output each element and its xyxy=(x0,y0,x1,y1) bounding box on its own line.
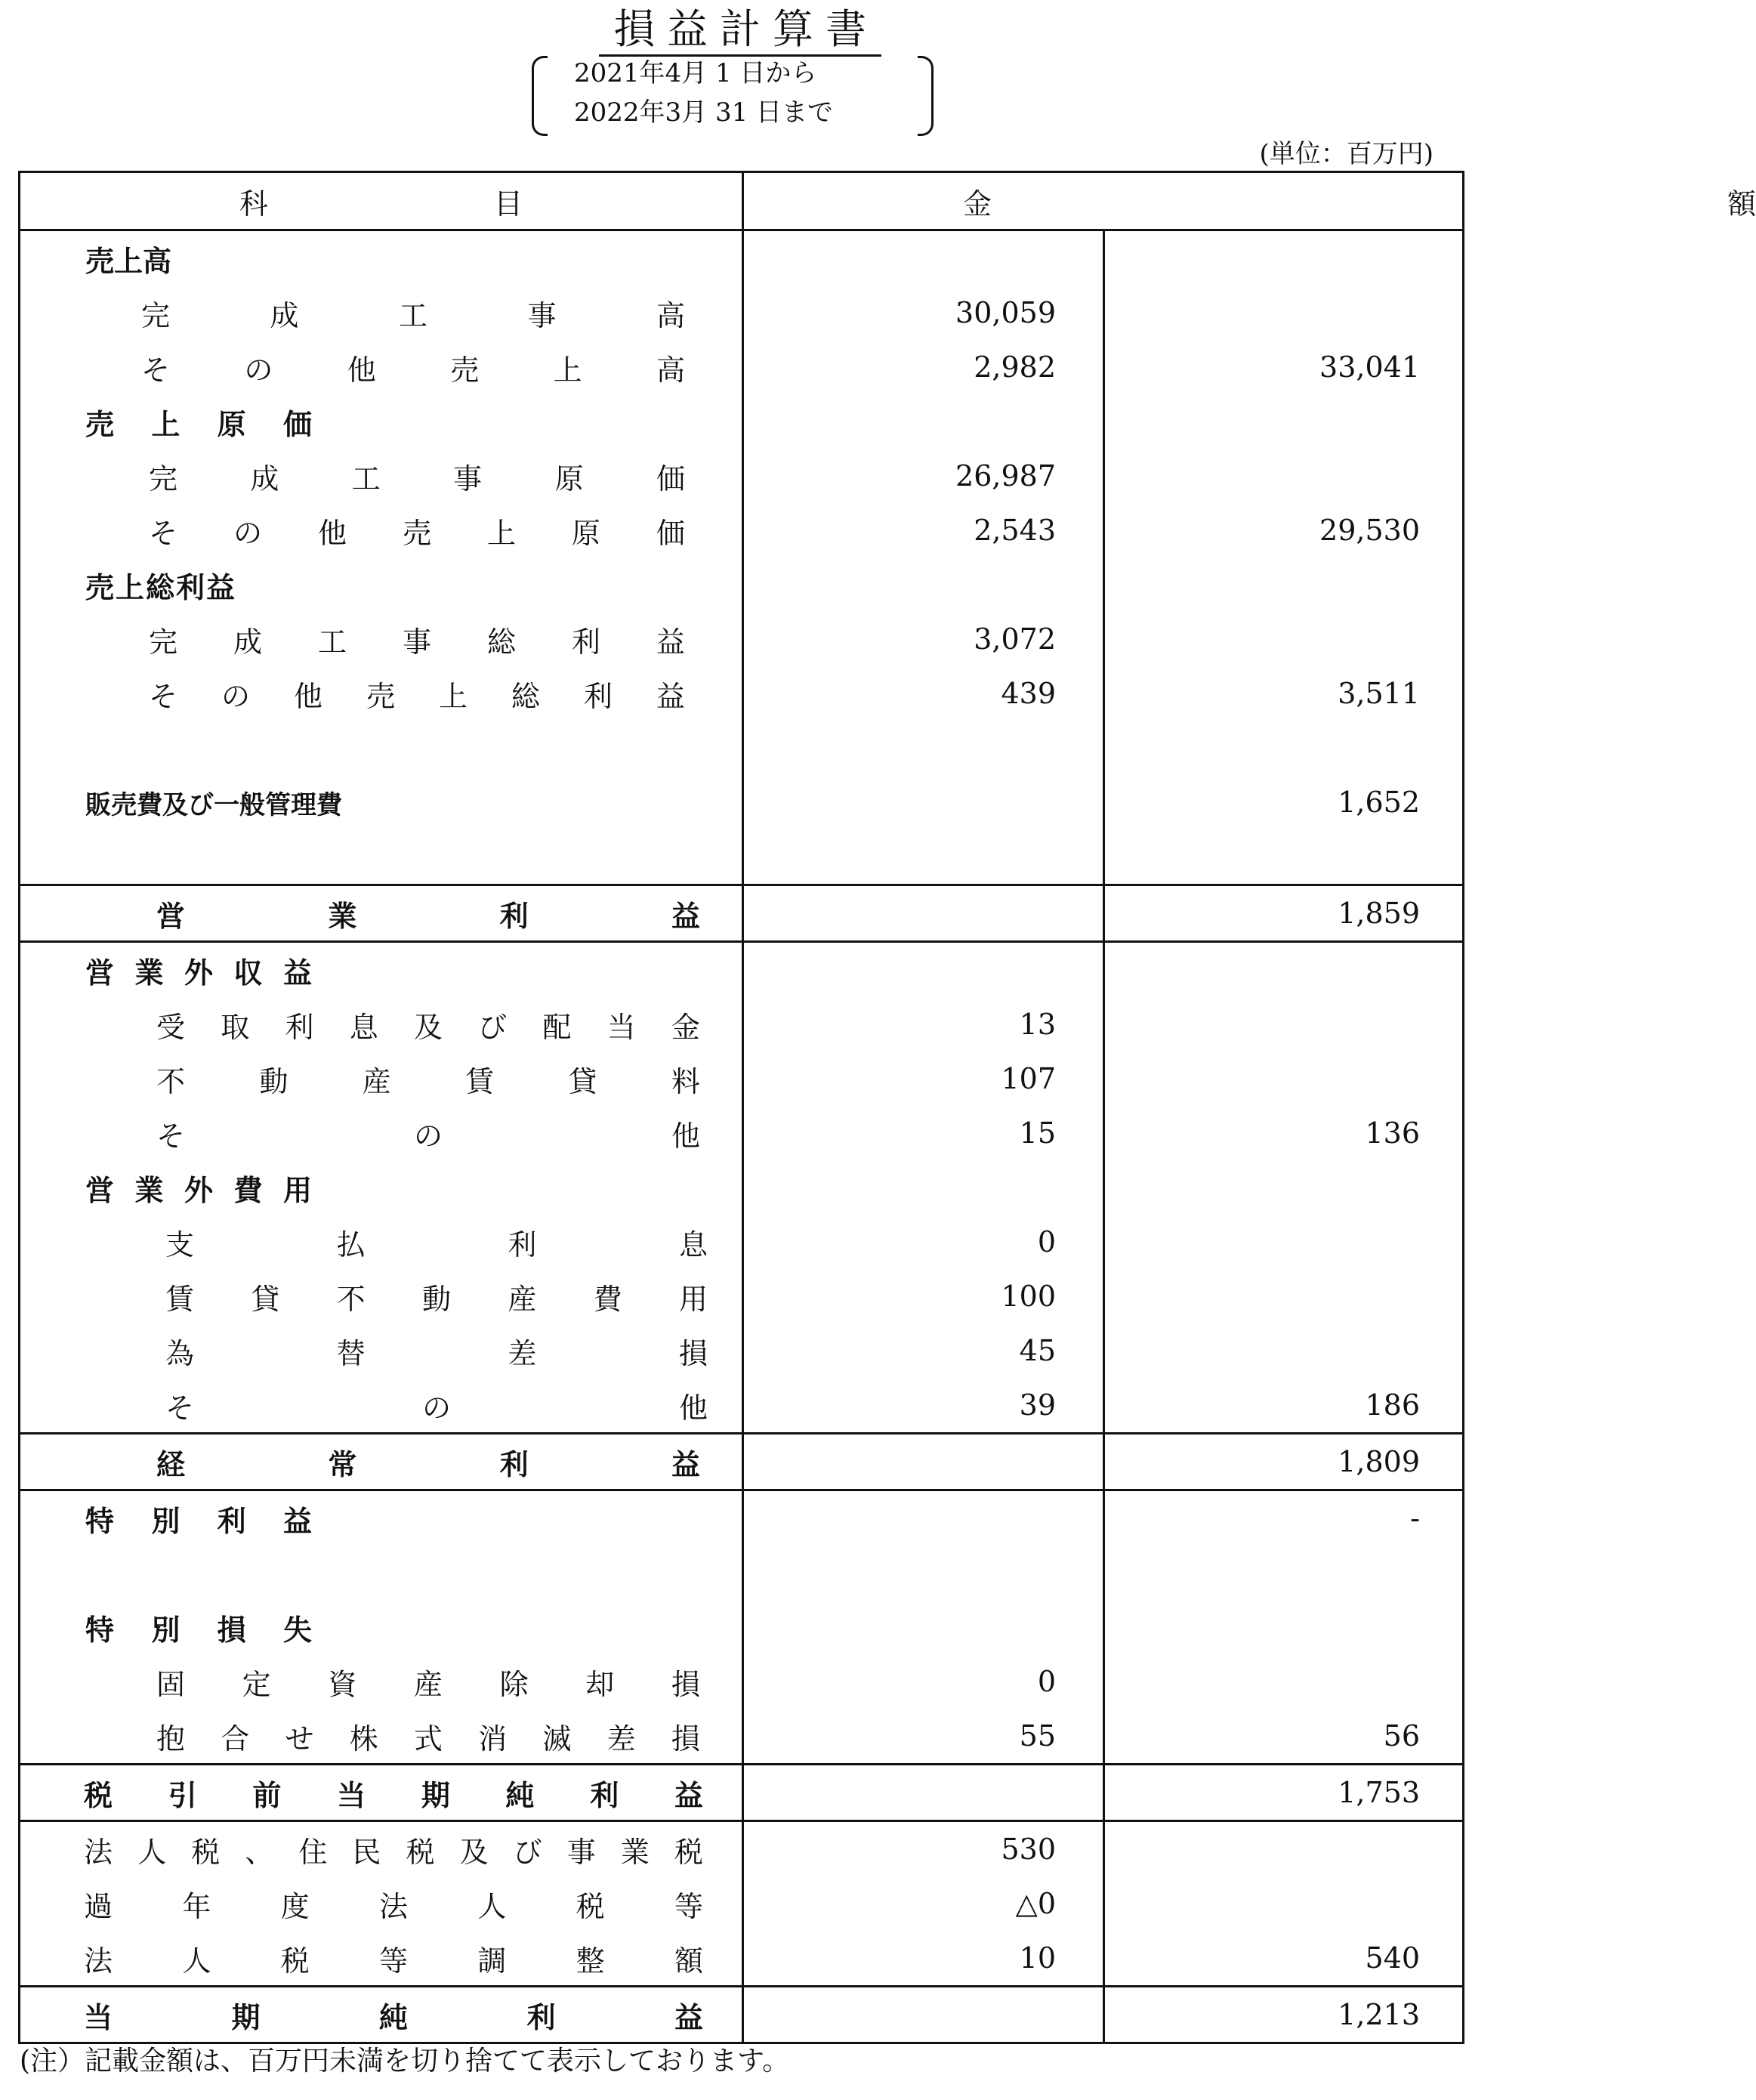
spaced-label: 完 成 工 事 総 利 益 xyxy=(149,625,685,659)
period-from: 2021年4月 1 日から xyxy=(574,58,817,88)
page-title: 損益計算書 xyxy=(0,3,1480,56)
table-row: 売上総利益 xyxy=(20,557,1464,612)
table-row: そ の 他 売 上 原 価 2,543 29,530 xyxy=(20,503,1464,557)
table-row: そ の 他 15 136 xyxy=(20,1106,1464,1160)
header-amount-b: 額 xyxy=(1727,187,1756,221)
table-row: 為 替 差 損 45 xyxy=(20,1323,1464,1378)
table-row xyxy=(20,1160,1464,1215)
spaced-label: 固 定 資 産 除 却 損 xyxy=(156,1667,700,1701)
table-row xyxy=(20,1600,1464,1654)
period-to: 2022年3月 31 日まで xyxy=(574,97,834,128)
spaced-label: そ の 他 売 上 総 利 益 xyxy=(149,679,685,713)
table-row: 法 人 税 、 住 民 税 及 び 事 業 税 530 xyxy=(20,1821,1464,1877)
spaced-label: 完 成 工 事 原 価 xyxy=(149,462,685,496)
spaced-label: そ の 他 xyxy=(165,1391,708,1425)
header-subject-b: 目 xyxy=(493,187,523,221)
table-row xyxy=(20,942,1464,998)
table-row xyxy=(20,721,1464,775)
spaced-label: 過 年 度 法 人 税 等 xyxy=(84,1889,703,1923)
table-row xyxy=(20,1546,1464,1600)
right-bracket xyxy=(918,56,934,136)
period xyxy=(521,54,944,137)
spaced-label: 売 上 原 価 xyxy=(85,406,312,441)
header-amount-a: 金 xyxy=(963,187,992,221)
spaced-label: 税 引 前 当 期 純 利 益 xyxy=(84,1777,703,1812)
table-row: 不 動 産 賃 貸 料 107 xyxy=(20,1052,1464,1106)
table-row xyxy=(20,394,1464,449)
table-row: 抱 合 せ 株 式 消 滅 差 損 55 56 xyxy=(20,1709,1464,1765)
spaced-label: そ の 他 売 上 高 xyxy=(141,353,685,387)
spaced-label: そ の 他 売 上 原 価 xyxy=(149,516,685,550)
table-row: 税 引 前 当 期 純 利 益 1,753 xyxy=(20,1765,1464,1821)
spaced-label: 営 業 外 収 益 xyxy=(85,955,312,990)
spaced-label: そ の 他 xyxy=(156,1119,700,1153)
header-row xyxy=(20,172,1464,230)
table-row: 完 成 工 事 原 価 26,987 xyxy=(20,449,1464,503)
spaced-label: 特 別 利 益 xyxy=(85,1503,312,1538)
table-row: 法 人 税 等 調 整 額 10 540 xyxy=(20,1931,1464,1987)
spaced-label: 経 常 利 益 xyxy=(156,1447,700,1481)
table-row: 営 業 利 益 1,859 xyxy=(20,885,1464,942)
table-row: 完 成 工 事 高 30,059 xyxy=(20,286,1464,340)
income-statement-table xyxy=(18,171,1756,2044)
unit-label: (単位：百万円) xyxy=(1259,139,1434,169)
spaced-label: 抱 合 せ 株 式 消 滅 差 損 xyxy=(156,1722,700,1756)
spaced-label: 支 払 利 息 xyxy=(165,1228,708,1262)
table-row: そ の 他 39 186 xyxy=(20,1378,1464,1434)
spaced-label: 法 人 税 、 住 民 税 及 び 事 業 税 xyxy=(84,1835,703,1869)
table-row: 完 成 工 事 総 利 益 3,072 xyxy=(20,612,1464,666)
spaced-label: 受 取 利 息 及 び 配 当 金 xyxy=(156,1010,700,1044)
table-row: 過 年 度 法 人 税 等 △0 xyxy=(20,1876,1464,1931)
table-row: 支 払 利 息 0 xyxy=(20,1215,1464,1269)
spaced-label: 為 替 差 損 xyxy=(165,1336,708,1370)
table-row: 特 別 利 益 - xyxy=(20,1490,1464,1546)
spaced-label: 賃 貸 不 動 産 費 用 xyxy=(165,1282,708,1316)
table-row xyxy=(20,829,1464,885)
spaced-label: 完 成 工 事 高 xyxy=(141,298,685,332)
spaced-label: 特 別 損 失 xyxy=(85,1612,312,1647)
spaced-label: 不 動 産 賃 貸 料 xyxy=(156,1064,700,1098)
table-row: 売上高 xyxy=(20,230,1464,286)
table-row: 賃 貸 不 動 産 費 用 100 xyxy=(20,1269,1464,1323)
table-row: 経 常 利 益 1,809 xyxy=(20,1434,1464,1490)
table-row: 販売費及び一般管理費 1,652 xyxy=(20,775,1464,829)
table-row: そ の 他 売 上 総 利 益 439 3,511 xyxy=(20,666,1464,721)
spaced-label: 法 人 税 等 調 整 額 xyxy=(84,1944,703,1978)
footnote: (注）記載金額は、百万円未満を切り捨てて表示しております。 xyxy=(20,2046,790,2077)
left-bracket xyxy=(532,56,548,136)
spaced-label: 当 期 純 利 益 xyxy=(84,2000,703,2034)
spaced-label: 営 業 外 費 用 xyxy=(85,1172,312,1207)
spaced-label: 営 業 利 益 xyxy=(156,898,700,933)
table-row: 当 期 純 利 益 1,213 xyxy=(20,1987,1464,2043)
table-row: そ の 他 売 上 高 2,982 33,041 xyxy=(20,340,1464,394)
table-row: 受 取 利 息 及 び 配 当 金 13 xyxy=(20,997,1464,1052)
header-subject-a: 科 xyxy=(239,187,269,221)
table-row: 固 定 資 産 除 却 損 0 xyxy=(20,1654,1464,1709)
